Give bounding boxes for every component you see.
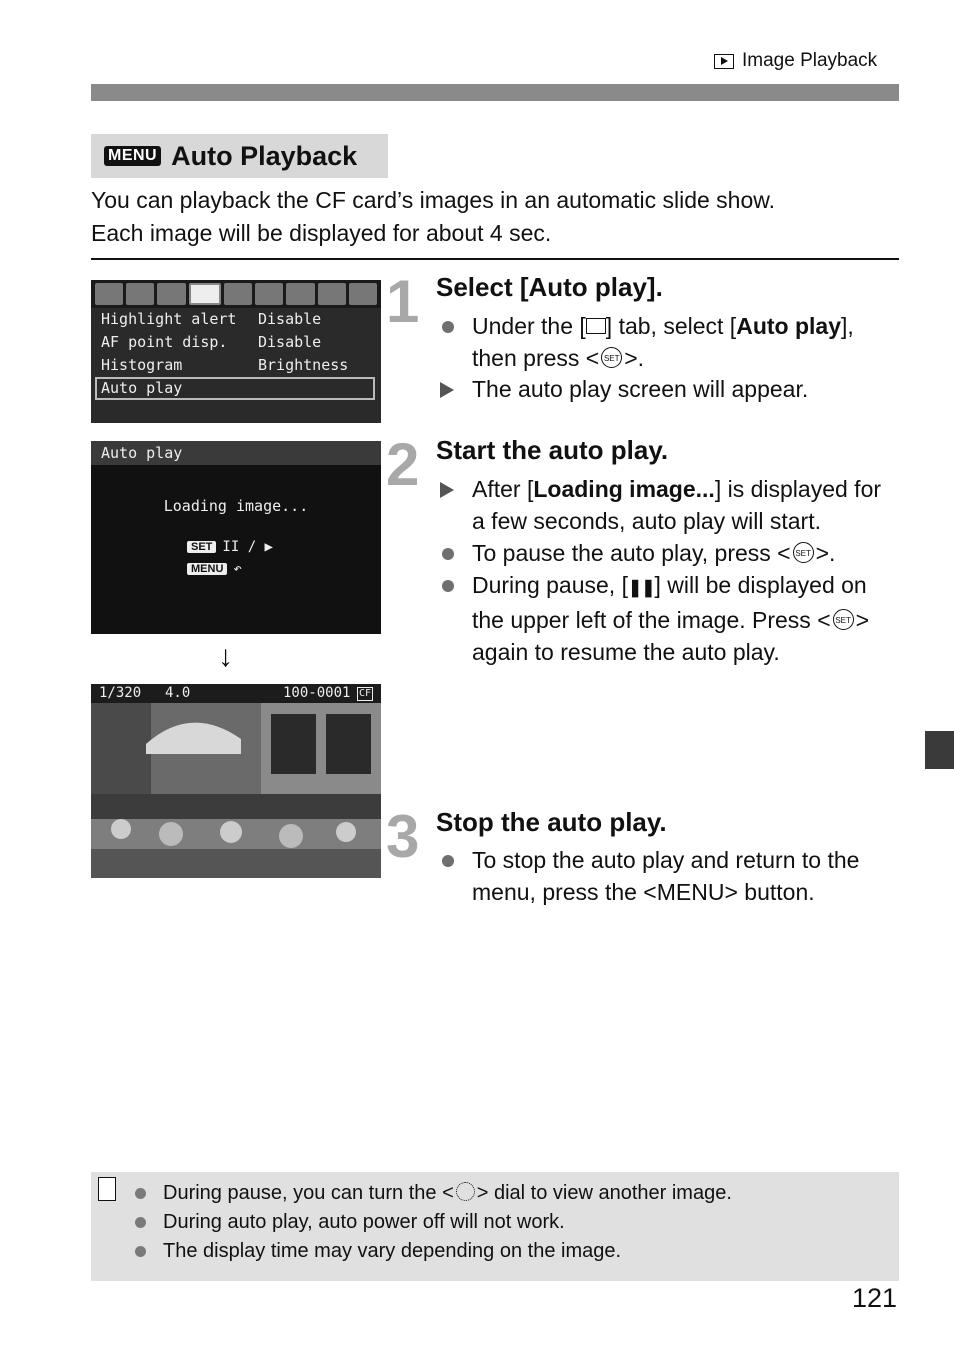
tip-item — [135, 1211, 565, 1234]
text-segment: During auto play, auto power off will not work. — [163, 1211, 565, 1233]
bullet-icon — [442, 548, 454, 560]
playback-photo — [91, 684, 381, 878]
step-item — [436, 569, 896, 668]
header-section-label: Image Playback — [742, 50, 878, 71]
quick-control-dial-icon — [456, 1182, 475, 1201]
playback-icon — [714, 54, 734, 69]
set-button-icon: SET — [601, 347, 622, 368]
lcd-tab — [157, 283, 185, 305]
memo-icon — [98, 1177, 116, 1201]
lcd-tab — [224, 283, 252, 305]
text-segment: Under the [ — [472, 313, 586, 339]
lcd-tab — [95, 283, 123, 305]
lcd-row-label: Auto play — [101, 379, 183, 397]
shutter-speed: 1/320 — [99, 685, 142, 701]
step-number: 2 — [386, 431, 420, 498]
return-icon: ↶ — [233, 561, 242, 577]
divider — [91, 258, 899, 260]
pause-play-icon: II / ▶ — [222, 539, 273, 555]
text-segment: ] will be displayed on the upper left of the image. Press < — [472, 572, 867, 633]
cafe-photo-image — [91, 684, 381, 878]
section-title-box — [91, 134, 388, 178]
step-title: Select [Auto play]. — [436, 272, 663, 302]
lcd-menu-controls — [187, 561, 242, 577]
playback-tab-icon — [586, 318, 606, 334]
arrow-down-icon: ↓ — [218, 640, 233, 673]
lcd-tab — [126, 283, 154, 305]
lcd-menu-row — [91, 354, 381, 377]
tips-box — [91, 1172, 899, 1281]
bullet-icon — [442, 855, 454, 867]
menu-badge-icon: MENU — [104, 146, 161, 166]
lcd-tab — [318, 283, 346, 305]
lcd-autoplay-title: Auto play — [91, 441, 381, 465]
tip-item — [135, 1182, 732, 1205]
text-segment: During pause, you can turn the < — [163, 1182, 454, 1204]
lcd-row-label: Histogram — [101, 356, 183, 374]
lcd-menu-row-selected — [95, 377, 375, 400]
text-segment: >. — [624, 345, 645, 371]
step-item — [436, 373, 896, 405]
text-segment: To stop the auto play and return to the menu, press the <MENU> button. — [472, 847, 860, 905]
lcd-row-label: Highlight alert — [101, 310, 237, 328]
lcd-row-label: AF point disp. — [101, 333, 228, 351]
section-title: Auto Playback — [171, 140, 358, 171]
intro-text — [91, 184, 891, 250]
bullet-icon — [135, 1246, 146, 1257]
text-segment: > dial to view another image. — [476, 1182, 732, 1204]
chapter-tab-marker — [925, 731, 954, 769]
lcd-tab-row — [91, 280, 381, 308]
text-segment: ] tab, select [ — [605, 313, 737, 339]
pause-icon: ❚❚ — [627, 578, 655, 597]
text-segment: ], then press < — [472, 313, 854, 371]
lcd-row-value: Brightness — [258, 356, 349, 374]
menu-badge-icon: MENU — [187, 563, 227, 575]
lcd-autoplay-screen — [91, 441, 381, 634]
intro-line: Each image will be displayed for about 4 sec. — [91, 220, 552, 246]
lcd-menu-screen — [91, 280, 381, 423]
text-segment: After [ — [472, 476, 534, 502]
bullet-icon — [442, 580, 454, 592]
step-item — [436, 473, 896, 537]
text-segment: >. — [815, 540, 836, 566]
set-button-icon: SET — [833, 609, 854, 630]
text-segment: > again to resume the auto play. — [472, 607, 870, 665]
set-badge-icon: SET — [187, 541, 216, 553]
step-item — [436, 310, 896, 374]
cf-card-icon: CF — [359, 688, 372, 699]
lcd-menu-row — [91, 331, 381, 354]
text-segment: The auto play screen will appear. — [472, 376, 809, 402]
text-bold: Auto play — [736, 313, 841, 339]
photo-info-bar — [91, 684, 381, 703]
intro-line: You can playback the CF card’s images in an automatic slide show. — [91, 187, 775, 213]
lcd-row-value: Disable — [258, 310, 322, 328]
text-segment: To pause the auto play, press < — [472, 540, 791, 566]
header-section — [714, 50, 877, 72]
lcd-loading-text: Loading image... — [163, 497, 309, 515]
file-number: 100-0001 — [283, 685, 351, 701]
step-item — [436, 844, 896, 908]
text-bold: Loading image... — [533, 476, 715, 502]
result-arrow-icon — [440, 482, 454, 498]
text-segment: ] is displayed for a few seconds, auto play will start. — [472, 476, 882, 534]
lcd-tab — [286, 283, 314, 305]
page-number: 121 — [852, 1283, 898, 1313]
text-segment: The display time may vary depending on the image. — [163, 1240, 622, 1262]
set-button-icon: SET — [793, 542, 814, 563]
bullet-icon — [135, 1188, 146, 1199]
bullet-icon — [442, 321, 454, 333]
lcd-tab-active — [189, 283, 221, 305]
step-item — [436, 537, 896, 569]
aperture: 4.0 — [165, 685, 191, 701]
lcd-tab — [349, 283, 377, 305]
step-number: 3 — [386, 803, 420, 870]
step-title: Stop the auto play. — [436, 807, 667, 837]
result-arrow-icon — [440, 382, 454, 398]
bullet-icon — [135, 1217, 146, 1228]
lcd-set-controls — [187, 539, 273, 555]
step-number: 1 — [386, 268, 420, 335]
lcd-row-value: Disable — [258, 333, 322, 351]
lcd-menu-row — [91, 308, 381, 331]
tip-item — [135, 1240, 621, 1263]
text-segment: During pause, [ — [472, 572, 628, 598]
lcd-tab — [255, 283, 283, 305]
header-bar — [91, 84, 899, 101]
step-title: Start the auto play. — [436, 435, 669, 465]
